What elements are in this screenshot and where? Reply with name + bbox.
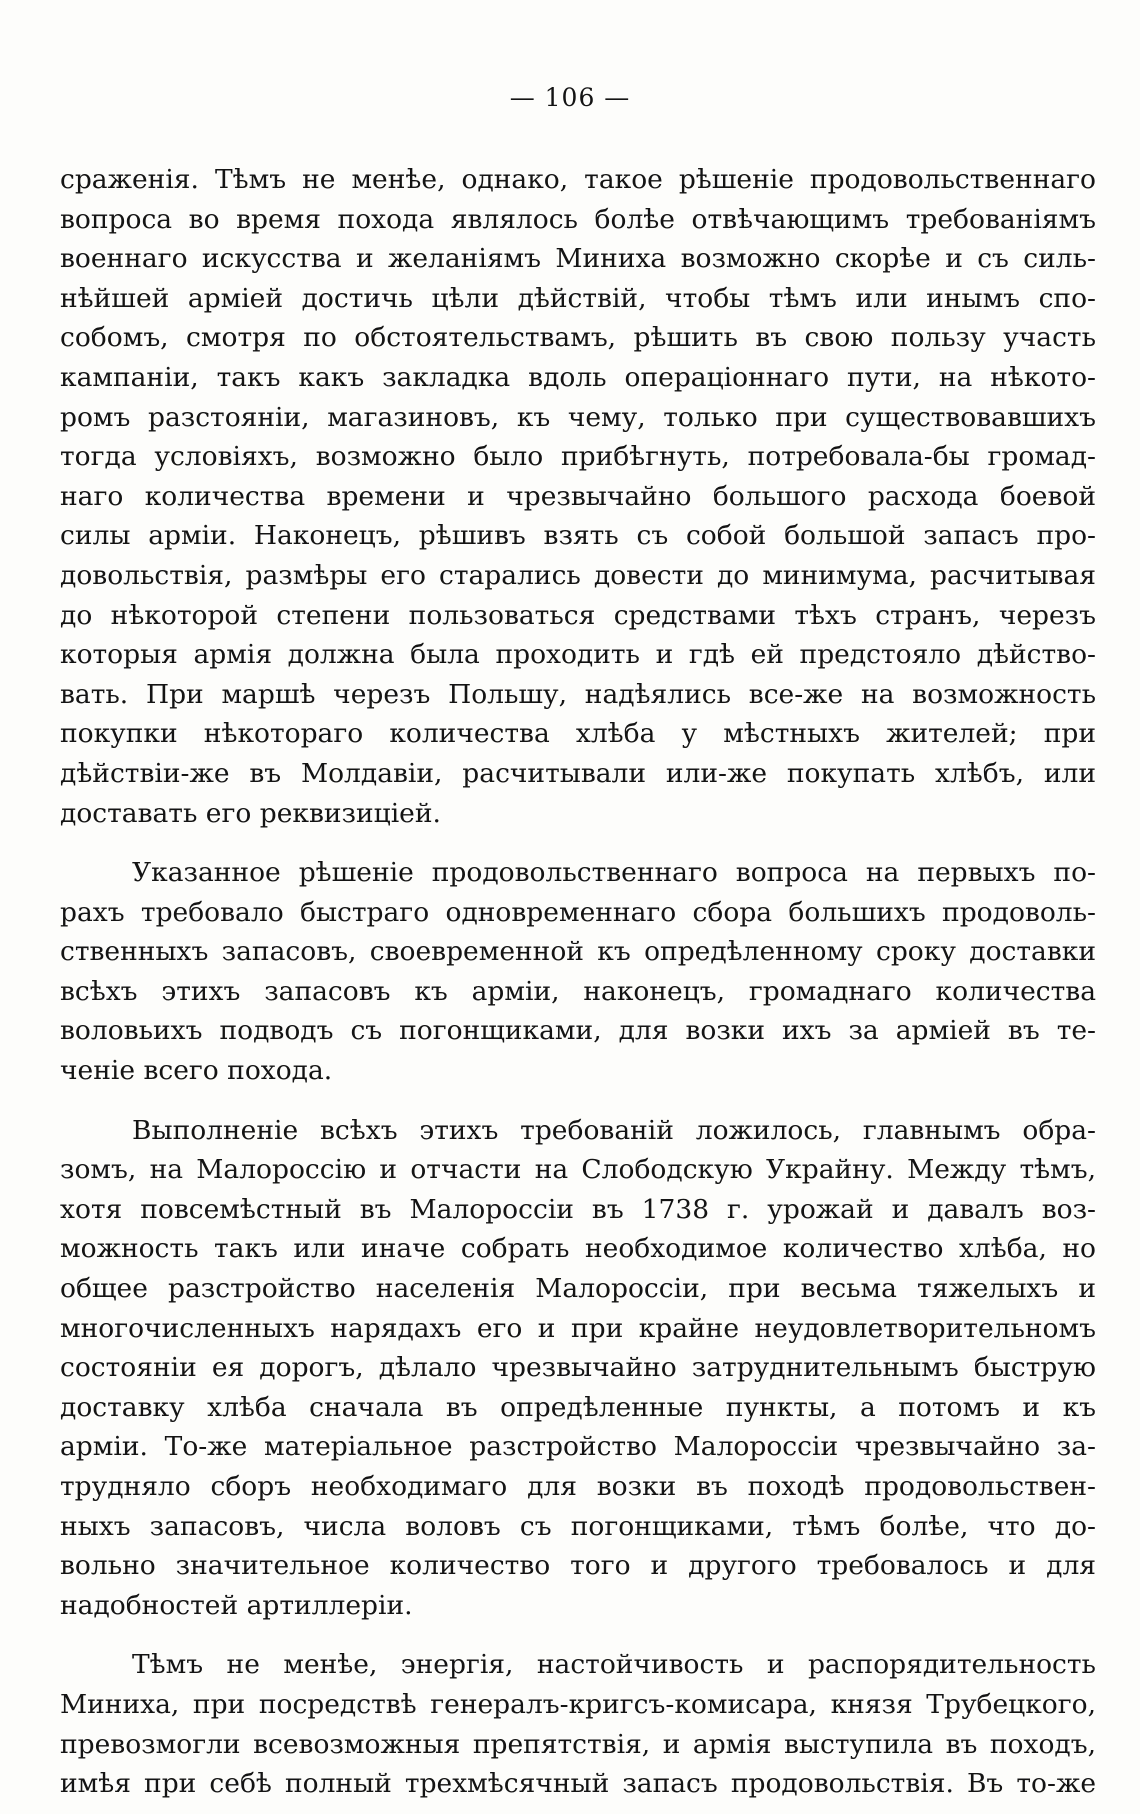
text-line: Миниха, при посредствѣ генералъ-кригсъ-комисара, князя Трубецкого, [60,1688,1096,1720]
text-line: надобностей артиллеріи. [60,1589,413,1621]
text-line: состояніи ея дорогъ, дѣлало чрезвычайно затруднительнымъ быструю [60,1352,1096,1384]
text-line: нѣйшей арміей достичь цѣли дѣйствій, чтобы тѣмъ или инымъ спо- [60,282,1096,314]
page-number: — 106 — [509,83,631,112]
text-line: Тѣмъ не менѣе, энергія, настойчивость и распорядительность [132,1649,1096,1681]
text-line: ственныхъ запасовъ, своевременной къ опредѣленному сроку доставки [60,936,1096,968]
text-line: имѣя при себѣ полный трехмѣсячный запасъ продовольствія. Въ то-же [60,1768,1096,1800]
text-line: Указанное рѣшеніе продовольственнаго вопроса на первыхъ по- [132,857,1096,889]
text-line: вопроса во время похода являлось болѣе отвѣчающимъ требованіямъ [60,203,1096,235]
text-line: покупки нѣкотораго количества хлѣба у мѣстныхъ жителей; при [60,718,1096,750]
text-line: тогда условіяхъ, возможно было прибѣгнуть, потребовала-бы громад- [60,441,1096,473]
text-line: доставать его реквизиціей. [60,797,441,829]
text-line: зомъ, на Малороссію и отчасти на Слободскую Украйну. Между тѣмъ, [60,1154,1096,1186]
text-line: собомъ, смотря по обстоятельствамъ, рѣшить въ свою пользу участь [60,322,1096,354]
text-line: трудняло сборъ необходимаго для возки въ походѣ продовольствен- [60,1471,1096,1502]
text-line: наго количества времени и чрезвычайно большого расхода боевой [60,480,1096,512]
text-line: сраженія. Тѣмъ не менѣе, однако, такое рѣшеніе продовольственнаго [60,164,1096,195]
paragraph [60,853,1096,1091]
text-line: дѣйствіи-же въ Молдавіи, расчитывали или-же покупать хлѣбъ, или [60,757,1096,789]
text-line: военнаго искусства и желаніямъ Миниха возможно скорѣе и съ силь- [60,243,1096,275]
text-line: доставку хлѣба сначала въ опредѣленные пункты, а потомъ и къ [60,1391,1096,1423]
text-line: арміи. То-же матеріальное разстройство Малороссіи чрезвычайно за- [60,1431,1096,1463]
text-line: Выполненіе всѣхъ этихъ требованій ложилось, главнымъ обра- [132,1114,1096,1146]
text-line: можность такъ или иначе собрать необходимое количество хлѣба, но [60,1233,1096,1265]
text-line: всѣхъ этихъ запасовъ къ арміи, наконецъ, громаднаго количества [60,975,1096,1007]
text-line: рахъ требовало быстраго одновременнаго сбора большихъ продоволь- [60,896,1096,928]
paragraph [60,160,1096,833]
text-line: вать. При маршѣ черезъ Польшу, надѣялись все-же на возможность [60,678,1096,710]
text-line: которыя армія должна была проходить и гдѣ ей предстояло дѣйство- [60,639,1096,671]
paragraph [60,1111,1096,1626]
paragraph [60,1645,1096,1803]
text-line: воловьихъ подводъ съ погонщиками, для возки ихъ за арміей въ те- [60,1015,1096,1047]
text-line: силы арміи. Наконецъ, рѣшивъ взять съ собой большой запасъ про- [60,520,1096,552]
text-line: превозмогли всевозможныя препятствія, и армія выступила въ походъ, [60,1728,1096,1760]
text-line: вольно значительное количество того и другого требовалось и для [60,1550,1096,1582]
text-line: многочисленныхъ нарядахъ его и при крайне неудовлетворительномъ [60,1312,1096,1344]
text-line: ромъ разстояніи, магазиновъ, къ чему, только при существовавшихъ [60,401,1096,433]
body-text [60,160,1096,1804]
text-line: ченіе всего похода. [60,1055,333,1087]
text-line: общее разстройство населенія Малороссіи, при весьма тяжелыхъ и [60,1273,1096,1305]
text-line: кампаніи, такъ какъ закладка вдоль операціоннаго пути, на нѣкото- [60,361,1096,393]
text-line: ныхъ запасовъ, числа воловъ съ погонщиками, тѣмъ болѣе, что до- [60,1510,1096,1542]
text-line: довольствія, размѣры его старались довести до минимума, расчитывая [60,559,1096,591]
text-line: хотя повсемѣстный въ Малороссіи въ 1738 г. урожай и давалъ воз- [60,1193,1096,1225]
text-line: до нѣкоторой степени пользоваться средствами тѣхъ странъ, черезъ [60,599,1096,631]
